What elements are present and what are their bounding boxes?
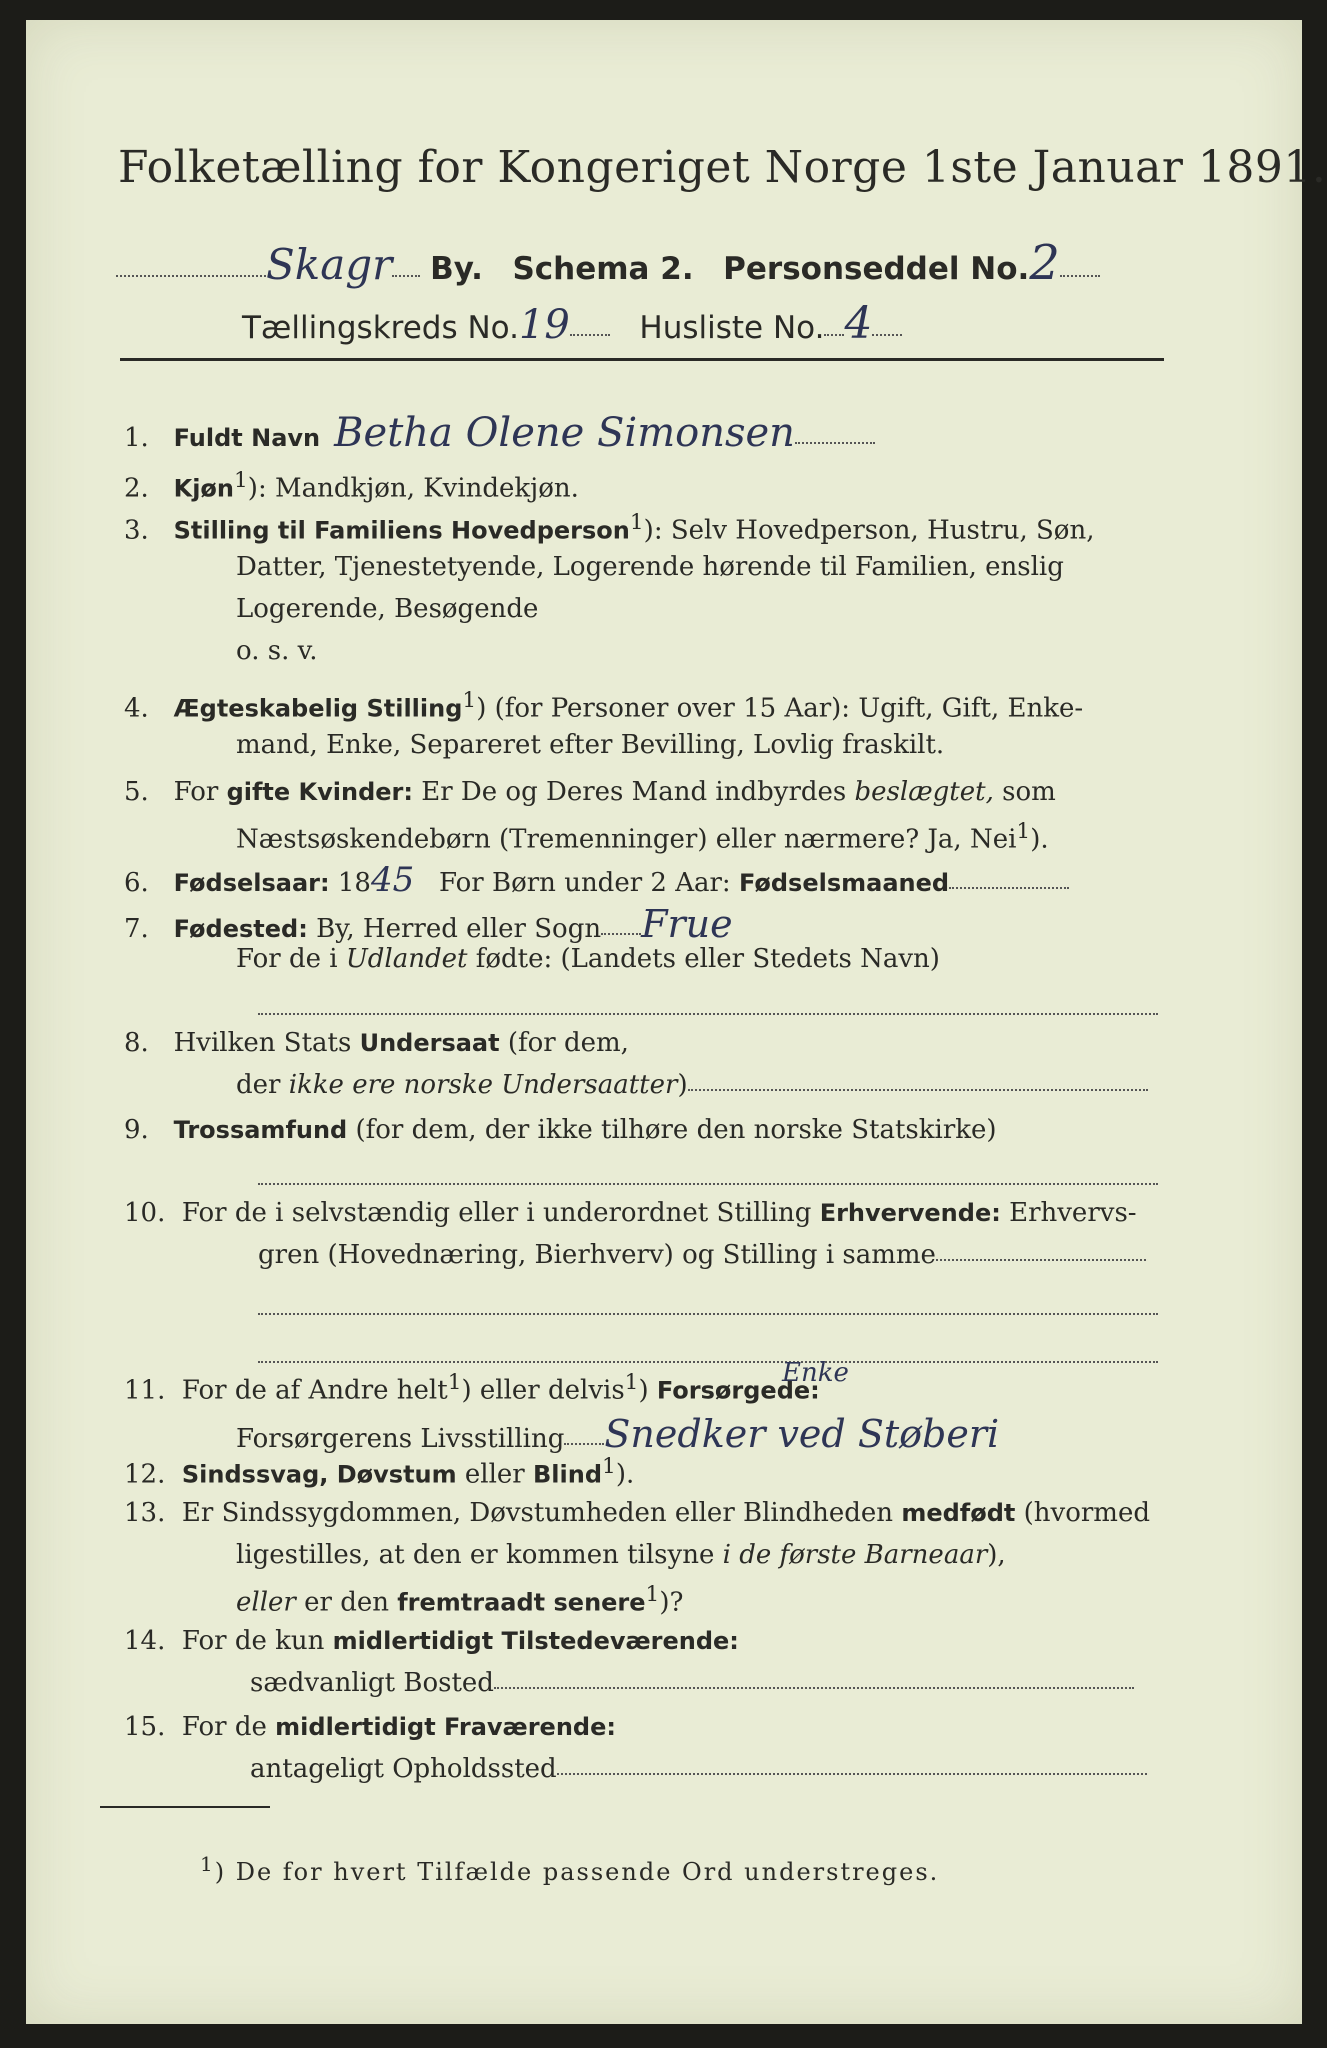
- q9-answer-line: [258, 1172, 1158, 1191]
- question-7-line-2: [236, 944, 940, 974]
- q11-text: For de af Andre helt: [181, 1375, 448, 1406]
- q5-text: For: [173, 777, 227, 807]
- question-number: 7.: [124, 914, 149, 944]
- footnote: [200, 1852, 939, 1886]
- question-13-line-2: [236, 1540, 1006, 1570]
- blind-label: Blind: [533, 1460, 603, 1489]
- q15-text: For de: [181, 1712, 276, 1742]
- question-6: [124, 860, 1069, 900]
- q5-options: Næstsøskendebørn (Tremenninger) eller nærmere? Ja, Nei: [236, 824, 1017, 855]
- dotted-line: [494, 1686, 1134, 1689]
- question-number: 3.: [124, 515, 149, 546]
- question-number: 15.: [124, 1712, 166, 1742]
- question-14-line-2: [250, 1668, 1134, 1698]
- family-position-options-2: Datter, Tjenestetyende, Logerende hørende til Familien, enslig: [236, 552, 1064, 582]
- supported-label: Forsørgede:: [656, 1376, 820, 1405]
- q14-text: sædvanligt Bosted: [250, 1668, 494, 1698]
- census-form-sheet: [26, 20, 1327, 2024]
- q11-text: ) eller delvis: [461, 1375, 625, 1406]
- congenital-label: medfødt: [901, 1499, 1016, 1527]
- dotted-line: [601, 932, 641, 935]
- question-8-line-2: [236, 1070, 1148, 1100]
- question-number: 10.: [124, 1198, 166, 1228]
- question-number: 4.: [124, 693, 149, 724]
- dotted-line: [936, 1258, 1146, 1261]
- footnote-mark: 1: [1016, 819, 1031, 844]
- supported-note-handwritten: Enke: [782, 1358, 849, 1388]
- q12-text: eller: [456, 1459, 534, 1490]
- question-number: 1.: [124, 423, 149, 453]
- dotted-line: [949, 886, 1069, 889]
- husliste-label: Husliste No.: [639, 310, 825, 346]
- dotted-line: [795, 441, 875, 444]
- question-12: 12. Sindssvag, Døvstum eller Blind$^1$).: [124, 1454, 635, 1490]
- marital-status-options-2: mand, Enke, Separeret efter Bevilling, Lovlig fraskilt.: [236, 730, 945, 760]
- q5-end: ).: [1030, 824, 1049, 855]
- question-9: [124, 1115, 997, 1145]
- dotted-line: [872, 333, 902, 336]
- question-number: 11.: [124, 1375, 166, 1406]
- kreds-label: Tællingskreds No.: [242, 310, 519, 346]
- q8-text: (for dem,: [499, 1028, 629, 1058]
- birth-month-label: Fødselsmaaned: [738, 869, 950, 897]
- dotted-line: [570, 333, 610, 336]
- town-handwritten: Skagr: [266, 240, 393, 289]
- family-position-options: ): Selv Hovedperson, Hustru, Søn,: [643, 515, 1095, 546]
- q15-text: antageligt Opholdssted: [250, 1754, 557, 1784]
- footnote-mark: 1: [200, 1852, 215, 1876]
- question-10-line-2: [258, 1240, 1146, 1270]
- header-divider: [120, 358, 1164, 361]
- by-label: By.: [430, 251, 483, 287]
- question-5-line-2: [236, 819, 1049, 855]
- married-women-label: gifte Kvinder:: [226, 778, 413, 806]
- question-number: 13.: [124, 1498, 166, 1528]
- family-position-options-4: o. s. v.: [236, 636, 318, 666]
- q9-text: (for dem, der ikke tilhøre den norske Statskirke): [347, 1115, 997, 1145]
- q10-answer-line-1: [258, 1302, 1158, 1321]
- q13-text-italic: eller: [236, 1587, 296, 1618]
- temporary-present-label: midlertidigt Tilstedeværende:: [332, 1627, 739, 1655]
- q8-text-italic: ikke ere norske Undersaatter: [288, 1070, 678, 1100]
- q10-text: Erhvervs-: [1000, 1198, 1137, 1228]
- full-name-answer: Betha Olene Simonsen: [334, 410, 795, 456]
- kreds-number: 19: [518, 302, 570, 348]
- q7-text-italic: Udlandet: [345, 944, 468, 974]
- personseddel-label: Personseddel No.: [723, 251, 1030, 287]
- q13-text: er den: [295, 1587, 398, 1618]
- personseddel-number: 2: [1029, 235, 1060, 291]
- footnote-text: ) De for hvert Tilfælde passende Ord understreges.: [214, 1858, 940, 1886]
- sex-label: Kjøn: [173, 474, 235, 503]
- family-position-options-3: Logerende, Besøgende: [236, 594, 539, 624]
- question-number: 14.: [124, 1626, 166, 1656]
- birth-year-prefix: 18: [337, 868, 371, 898]
- question-1: [124, 410, 875, 456]
- question-number: 9.: [124, 1115, 149, 1145]
- husliste-number: 4: [844, 298, 873, 349]
- q13-text: ),: [987, 1540, 1006, 1570]
- question-5: [124, 777, 1056, 807]
- question-15: [124, 1712, 616, 1742]
- q13-text: (hvormed: [1015, 1498, 1150, 1528]
- q5-text-italic: beslægtet,: [854, 777, 994, 807]
- question-2: [124, 468, 579, 504]
- q7-text: By, Herred eller Sogn: [316, 914, 602, 944]
- family-position-label: Stilling til Familiens Hovedperson: [173, 516, 630, 545]
- footnote-mark: 1: [462, 688, 477, 713]
- q13-text-italic: i de første Barneaar: [722, 1540, 988, 1570]
- birth-year-label: Fødselsaar:: [173, 869, 330, 897]
- q7-text: For de i: [236, 944, 346, 974]
- later-onset-label: fremtraadt senere: [397, 1588, 646, 1617]
- dotted-line: [1060, 274, 1100, 277]
- q5-text: som: [993, 777, 1056, 807]
- q8-text: der: [236, 1070, 289, 1100]
- marital-status-options: ) (for Personer over 15 Aar): Ugift, Gift, Enke-: [476, 693, 1084, 724]
- birthplace-answer: Frue: [641, 902, 733, 946]
- question-number: 2.: [124, 473, 149, 504]
- question-3: [124, 510, 1094, 546]
- q11-text: Forsørgerens Livsstilling: [236, 1424, 565, 1454]
- q14-text: For de kun: [181, 1626, 333, 1656]
- q7-text: fødte: (Landets eller Stedets Navn): [467, 944, 940, 974]
- q10-text: For de i selvstændig eller i underordnet Stilling: [181, 1198, 820, 1228]
- question-8: [124, 1028, 629, 1058]
- schema-label: Schema 2.: [512, 251, 694, 287]
- dotted-line: [392, 274, 420, 277]
- dotted-line: [688, 1088, 1148, 1091]
- q8-text: Hvilken Stats: [173, 1028, 360, 1058]
- sex-options: ): Mandkjøn, Kvindekjøn.: [247, 473, 579, 504]
- dotted-line: [824, 333, 844, 336]
- q12-end: ).: [615, 1459, 635, 1490]
- birthplace-label: Fødested:: [173, 915, 308, 943]
- question-number: 5.: [124, 777, 149, 807]
- religion-label: Trossamfund: [173, 1116, 348, 1144]
- q10-answer-line-2: [258, 1350, 1158, 1369]
- q8-text: ): [677, 1070, 688, 1100]
- q10-text: gren (Hovednæring, Bierhverv) og Stilling i samme: [258, 1240, 936, 1270]
- question-11: 11. For de af Andre helt$^1$) eller delvis$^1$) Forsørgede:: [124, 1370, 820, 1406]
- dotted-line: [116, 274, 266, 277]
- question-10: [124, 1198, 1137, 1228]
- header-row-1: [116, 235, 1100, 291]
- insane-deaf-label: Sindssvag, Døvstum: [181, 1460, 457, 1489]
- subject-label: Undersaat: [359, 1029, 500, 1057]
- temporary-absent-label: midlertidigt Fraværende:: [275, 1713, 616, 1741]
- q13-text: ligestilles, at den er kommen tilsyne: [236, 1540, 723, 1570]
- question-number: 8.: [124, 1028, 149, 1058]
- q13-text: Er Sindssygdommen, Døvstumheden eller Blindheden: [181, 1498, 902, 1528]
- footnote-mark: 1: [234, 468, 248, 493]
- question-number: 6.: [124, 868, 149, 898]
- question-15-line-2: [250, 1754, 1147, 1784]
- provider-occupation-answer: Snedker ved Støberi: [604, 1412, 1000, 1456]
- question-4: [124, 688, 1083, 724]
- dotted-line: [557, 1772, 1147, 1775]
- q5-text: Er De og Deres Mand indbyrdes: [412, 777, 855, 807]
- q11-text: ): [638, 1375, 657, 1406]
- question-13-line-3: eller er den fremtraadt senere$^1$)?: [236, 1582, 684, 1618]
- q13-text: )?: [659, 1587, 684, 1618]
- marital-status-label: Ægteskabelig Stilling: [173, 694, 463, 723]
- form-title: Folketælling for Kongeriget Norge 1ste Januar 1891.: [118, 142, 1327, 193]
- occupation-label: Erhvervende:: [819, 1199, 1001, 1227]
- question-11-line-2: [236, 1412, 999, 1456]
- q7-answer-line: [258, 1002, 1158, 1021]
- dotted-line: [564, 1442, 604, 1445]
- question-13: [124, 1498, 1150, 1528]
- header-row-2: [242, 298, 902, 349]
- question-14: [124, 1626, 739, 1656]
- footnote-mark: 1: [629, 510, 644, 535]
- q6-text: For Børn under 2 Aar:: [439, 868, 731, 898]
- question-number: 12.: [124, 1459, 166, 1490]
- full-name-label: Fuldt Navn: [173, 424, 321, 452]
- birth-year-answer: 45: [370, 860, 415, 900]
- question-7: [124, 902, 733, 946]
- footnote-divider: [100, 1806, 270, 1808]
